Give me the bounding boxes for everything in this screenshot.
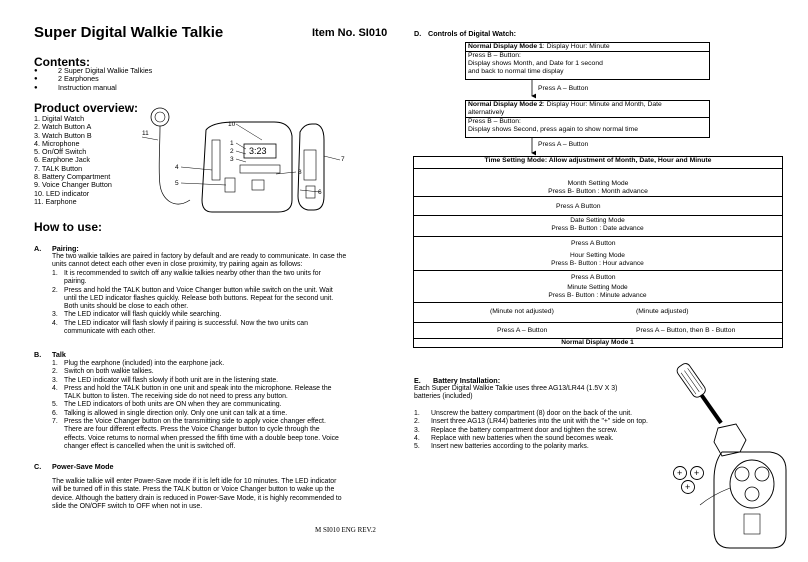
diagram-label: 8 xyxy=(298,169,302,176)
overview-heading: Product overview: xyxy=(34,101,139,115)
text-line: Insert three AG13 (LR44) batteries into the unit with the "+" side on top. xyxy=(431,418,648,426)
diagram-label: 3 xyxy=(230,156,234,163)
battery-icon xyxy=(674,467,687,480)
text-line: The walkie talkie will enter Power-Save mode if it is left idle for 10 minutes. The LED indicator xyxy=(52,478,337,485)
battery-icon xyxy=(691,467,704,480)
step-number: 2. xyxy=(52,286,58,294)
item-number: Item No. SI010 xyxy=(312,27,388,39)
arrow-label: Press A Button xyxy=(571,274,616,281)
text-line: It is recommended to switch off any walkie talkies nearby other than the two units for xyxy=(64,270,321,277)
text-line: Date Setting Mode xyxy=(570,217,625,224)
text-line: Minute Setting Mode xyxy=(567,284,628,291)
howto-heading: How to use: xyxy=(34,220,102,234)
section-title: Talk xyxy=(52,350,66,359)
watch-screen-text: 3:23 xyxy=(249,146,267,156)
setting-title: Time Setting Mode: Allow adjustment of Month, Date, Hour and Minute xyxy=(414,157,782,169)
step-number: 3. xyxy=(414,426,420,434)
section-title: Controls of Digital Watch: xyxy=(428,29,516,38)
text-line: Display shows Second, press again to show normal time xyxy=(468,126,639,133)
page-title: Super Digital Walkie Talkie xyxy=(34,24,224,41)
text-line: pairing. xyxy=(64,278,87,286)
step-number: 6. xyxy=(52,409,58,417)
list-item: ● Instruction manual xyxy=(34,84,152,92)
battery-icon xyxy=(745,487,759,501)
walkie-talkie-back xyxy=(714,452,786,548)
text-line: The two walkie talkies are paired in factory by default and are ready to communicate. In case the xyxy=(52,253,347,260)
step-number: 7. xyxy=(52,418,58,426)
section-letter: D. xyxy=(414,29,422,38)
branch-label: (Minute not adjusted) xyxy=(490,308,554,315)
section-letter: E. xyxy=(414,376,421,385)
diagram-label: 10 xyxy=(228,121,236,128)
arrow-label: Press A – Button xyxy=(538,141,589,148)
list-item: ● 2 Earphones xyxy=(34,75,152,83)
section-letter: A. xyxy=(34,244,42,253)
diagram-label: 6 xyxy=(318,189,322,196)
list-item: 1. Digital Watch xyxy=(34,114,85,123)
step-number: 5. xyxy=(52,401,58,409)
section-letter: B. xyxy=(34,350,42,359)
list-item: 7. TALK Button xyxy=(34,163,83,173)
mode-title: Normal Display Mode 2 xyxy=(468,101,543,108)
text-line: Press B- Button : Minute advance xyxy=(548,292,647,300)
screwdriver-icon xyxy=(675,362,727,427)
battery-icon xyxy=(735,467,749,481)
list-item: ● 2 Super Digital Walkie Talkies xyxy=(34,67,152,75)
list-item: 10. LED indicator xyxy=(34,188,90,198)
text-line: Replace the battery compartment door and tighten the screw. xyxy=(431,426,618,434)
section-title: Pairing: xyxy=(52,244,79,253)
text-line: Press B- Button : Hour advance xyxy=(551,260,644,268)
diagram-label: 2 xyxy=(230,148,234,155)
step-number: 4. xyxy=(52,384,58,392)
step-number: 4. xyxy=(414,434,420,442)
text-line: Insert new batteries according to the polarity marks. xyxy=(431,443,589,451)
mode-desc: : Display Hour: Minute and Month, Date xyxy=(542,101,662,108)
section-letter: C. xyxy=(34,462,42,471)
text-line: until the LED indicator flashes quickly. Release both buttons. Repeat for the second unit. xyxy=(64,294,334,302)
text-line: The LED indicators of both units are ON when they are communicating. xyxy=(64,401,282,409)
text-line: Press B – Button: xyxy=(468,52,521,59)
section-title: Power-Save Mode xyxy=(52,462,114,471)
arrow-label: Press A – Button xyxy=(497,327,548,334)
text-line: The LED indicator will flash slowly if pairing is successful. Now the two units can xyxy=(64,319,308,327)
text-line: The LED indicator will flash slowly if both unit are in the listening state. xyxy=(64,376,279,384)
arrow-label: Press A – Button, then B - Button xyxy=(636,327,736,334)
text-line: The LED indicator will flash quickly while searching. xyxy=(64,311,222,319)
list-item: 2. Watch Button A xyxy=(34,122,92,132)
text-line: Press B – Button: xyxy=(468,118,521,125)
list-item: 8. Battery Compartment xyxy=(34,172,111,182)
text-line: batteries (included) xyxy=(414,393,473,401)
text-line: There are four different effects. Press the Voice Changer button to cycle through the xyxy=(64,426,320,434)
branch-label: (Minute adjusted) xyxy=(636,308,689,315)
diagram-label: 4 xyxy=(175,164,179,171)
footer-revision: M SI010 ENG REV.2 xyxy=(315,526,376,534)
text-line: TALK button to listen. The receiving side do not need to press any button. xyxy=(64,393,288,401)
text-line: communicate with each other. xyxy=(64,328,156,336)
step-number: 5. xyxy=(414,443,420,451)
text-line: Press B- Button : Month advance xyxy=(548,188,648,195)
text-line: Press and hold the TALK button and Voice Changer button while switch on the unit. Wait xyxy=(64,286,333,294)
list-item: 4. Microphone xyxy=(34,138,80,148)
text-line: Talking is allowed in single direction only. Only one unit can talk at a time. xyxy=(64,409,288,417)
text-line: and back to normal time display xyxy=(468,68,564,75)
polarity-mark: + xyxy=(694,468,700,478)
text-line: Plug the earphone (included) into the earphone jack. xyxy=(64,360,225,367)
step-number: 3. xyxy=(52,376,58,384)
battery-icon xyxy=(755,467,769,481)
mode-title: Normal Display Mode 1 xyxy=(468,43,543,50)
section-title: Battery Installation: xyxy=(433,376,501,385)
text-line: Both units should be close to each other. xyxy=(64,303,189,311)
text-line: Each Super Digital Walkie Talkie uses three AG13/LR44 (1.5V X 3) xyxy=(414,385,618,392)
list-item: 9. Voice Changer Button xyxy=(34,180,112,190)
polarity-mark: + xyxy=(677,468,683,478)
text-line: Switch on both walkie talkies. xyxy=(64,368,154,376)
text-line: Hour Setting Mode xyxy=(570,252,625,259)
text-line: Press and hold the TALK button in one unit and speak into the microphone. Release the xyxy=(64,384,332,392)
text-line: Month Setting Mode xyxy=(567,180,629,187)
text-line: slide the ON/OFF switch to OFF when not in use. xyxy=(52,502,203,510)
step-number: 1. xyxy=(52,360,58,367)
list-item: 5. On/Off Switch xyxy=(34,147,87,157)
list-item: 3. Watch Button B xyxy=(34,130,92,140)
text-line: alternatively xyxy=(468,109,505,116)
list-item: 6. Earphone Jack xyxy=(34,155,90,165)
step-number: 4. xyxy=(52,319,58,327)
text-line: changer effect is cancelled when the unit is switched off. xyxy=(64,442,236,450)
text-line: Press B- Button : Date advance xyxy=(551,225,644,233)
final-mode: Normal Display Mode 1 xyxy=(561,339,634,346)
diagram-label: 7 xyxy=(341,156,345,163)
arrow-label: Press A Button xyxy=(571,240,616,247)
step-number: 2. xyxy=(414,418,420,426)
step-number: 1. xyxy=(52,270,58,277)
step-number: 3. xyxy=(52,311,58,319)
text-line: device. Although the battery drain is reduced in Power-Save Mode, it is highly recommended to xyxy=(52,494,342,502)
arrow-label: Press A – Button xyxy=(538,85,589,92)
list-item: 11. Earphone xyxy=(34,196,77,206)
battery-icon xyxy=(682,481,695,494)
text-line: will be turned off in this state. Press the TALK button or Voice Changer button to wake up the xyxy=(52,486,335,494)
diagram-label: 5 xyxy=(175,180,179,187)
text-line: Display shows Month, and Date for 1 second xyxy=(468,60,603,67)
text-line: Press the Voice Changer button on the transmitting side to apply voice changer effect. xyxy=(64,418,326,426)
text-line: effects. Voice returns to normal when pressed the fifth time with a double beep tone. Voice xyxy=(64,434,339,442)
mode-desc: : Display Hour: Minute xyxy=(542,43,610,50)
diagram-label: 11 xyxy=(142,130,149,137)
step-number: 2. xyxy=(52,368,58,376)
text-line: units cannot detect each other even in close proximity, try pairing again as follows: xyxy=(52,261,303,269)
contents-heading: Contents: xyxy=(34,55,90,69)
text-line: Unscrew the battery compartment (8) door on the back of the unit. xyxy=(431,410,633,417)
diagram-label: 1 xyxy=(230,140,234,147)
polarity-mark: + xyxy=(685,482,691,492)
step-number: 1. xyxy=(414,410,420,417)
battery-door xyxy=(714,424,746,456)
arrow-label: Press A Button xyxy=(556,203,601,210)
text-line: Replace with new batteries when the sound becomes weak. xyxy=(431,434,614,442)
